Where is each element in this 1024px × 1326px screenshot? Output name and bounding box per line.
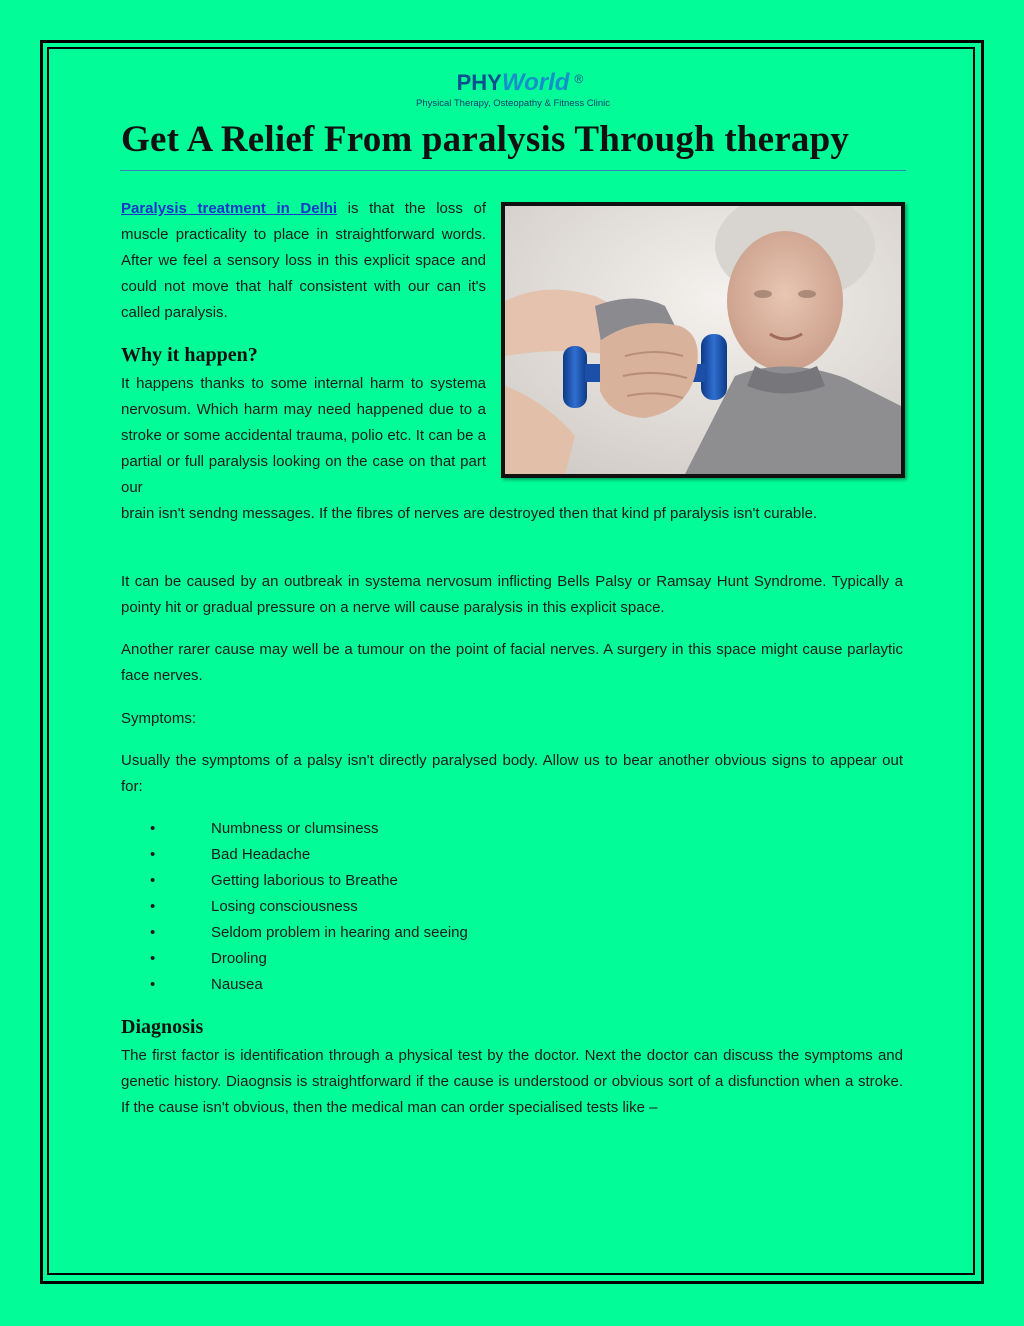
symptom-text: Numbness or clumsiness	[211, 820, 379, 837]
symptom-text: Getting laborious to Breathe	[211, 872, 398, 889]
diagnosis-heading: Diagnosis	[121, 1016, 204, 1038]
symptom-text: Seldom problem in hearing and seeing	[211, 924, 468, 941]
list-item	[150, 868, 468, 894]
symptoms-label: Symptoms:	[121, 710, 197, 727]
intro-paragraph	[121, 196, 486, 326]
paralysis-treatment-link[interactable]: Paralysis treatment in Delhi	[121, 200, 338, 217]
list-item	[150, 842, 468, 868]
bullet-icon: •	[150, 976, 156, 993]
list-item	[150, 972, 468, 998]
symptom-text: Losing consciousness	[211, 898, 358, 915]
logo-brand-phy: PHY	[456, 70, 502, 95]
symptom-text: Bad Headache	[211, 846, 311, 863]
bullet-icon: •	[150, 898, 156, 915]
diagnosis-paragraph: The first factor is identification through a physical test by the doctor. Next the doctor can discuss the symptoms and genetic history. Diaognsis is straightforward if the cause is understood or obvious sort of a disfunction when a stroke. If the cause isn't obvious, then the medical man can order specialised tests like –	[121, 1047, 903, 1116]
tumour-paragraph: Another rarer cause may well be a tumour on the point of facial nerves. A surgery in this space might cause parlaytic face nerves.	[121, 641, 903, 684]
bullet-icon: •	[150, 924, 156, 941]
phyworld-logo	[400, 70, 626, 116]
outbreak-paragraph: It can be caused by an outbreak in systema nervosum inflicting Bells Palsy or Ramsay Hunt Syndrome. Typically a pointy hit or gradual pressure on a nerve will cause paralysis in this explicit space.	[121, 573, 903, 616]
registered-mark: ®	[574, 72, 584, 86]
why-paragraph-wide: brain isn't sendng messages. If the fibres of nerves are destroyed then that kind pf paralysis isn't curable.	[121, 505, 818, 522]
therapy-photo	[501, 202, 905, 478]
intro-text: is that the loss of muscle practicality to place in straightforward words. After we feel a sensory loss in this explicit space and could not move that half consistent with our can it's called paralysis.	[121, 200, 486, 321]
page-title: Get A Relief From paralysis Through therapy	[121, 119, 850, 160]
bullet-icon: •	[150, 950, 156, 967]
bullet-icon: •	[150, 820, 156, 837]
elderly-woman-dumbbell-photo-icon	[505, 206, 901, 474]
why-heading: Why it happen?	[121, 344, 258, 366]
symptoms-list	[150, 816, 468, 998]
title-underline	[120, 170, 906, 171]
logo-tagline: Physical Therapy, Osteopathy & Fitness Clinic	[416, 98, 610, 109]
logo-wordmark	[456, 69, 584, 96]
list-item	[150, 816, 468, 842]
bullet-icon: •	[150, 846, 156, 863]
symptom-text: Drooling	[211, 950, 267, 967]
symptom-text: Nausea	[211, 976, 263, 993]
list-item	[150, 920, 468, 946]
list-item	[150, 946, 468, 972]
logo-brand-world: World	[501, 69, 570, 96]
list-item	[150, 894, 468, 920]
bullet-icon: •	[150, 872, 156, 889]
why-paragraph-narrow: It happens thanks to some internal harm to systema nervosum. Which harm may need happened due to a stroke or some accidental trauma, polio etc. It can be a partial or full paralysis looking on the case on that part our	[121, 375, 486, 496]
symptoms-intro: Usually the symptoms of a palsy isn't directly paralysed body. Allow us to bear another obvious signs to appear out for:	[121, 752, 903, 795]
